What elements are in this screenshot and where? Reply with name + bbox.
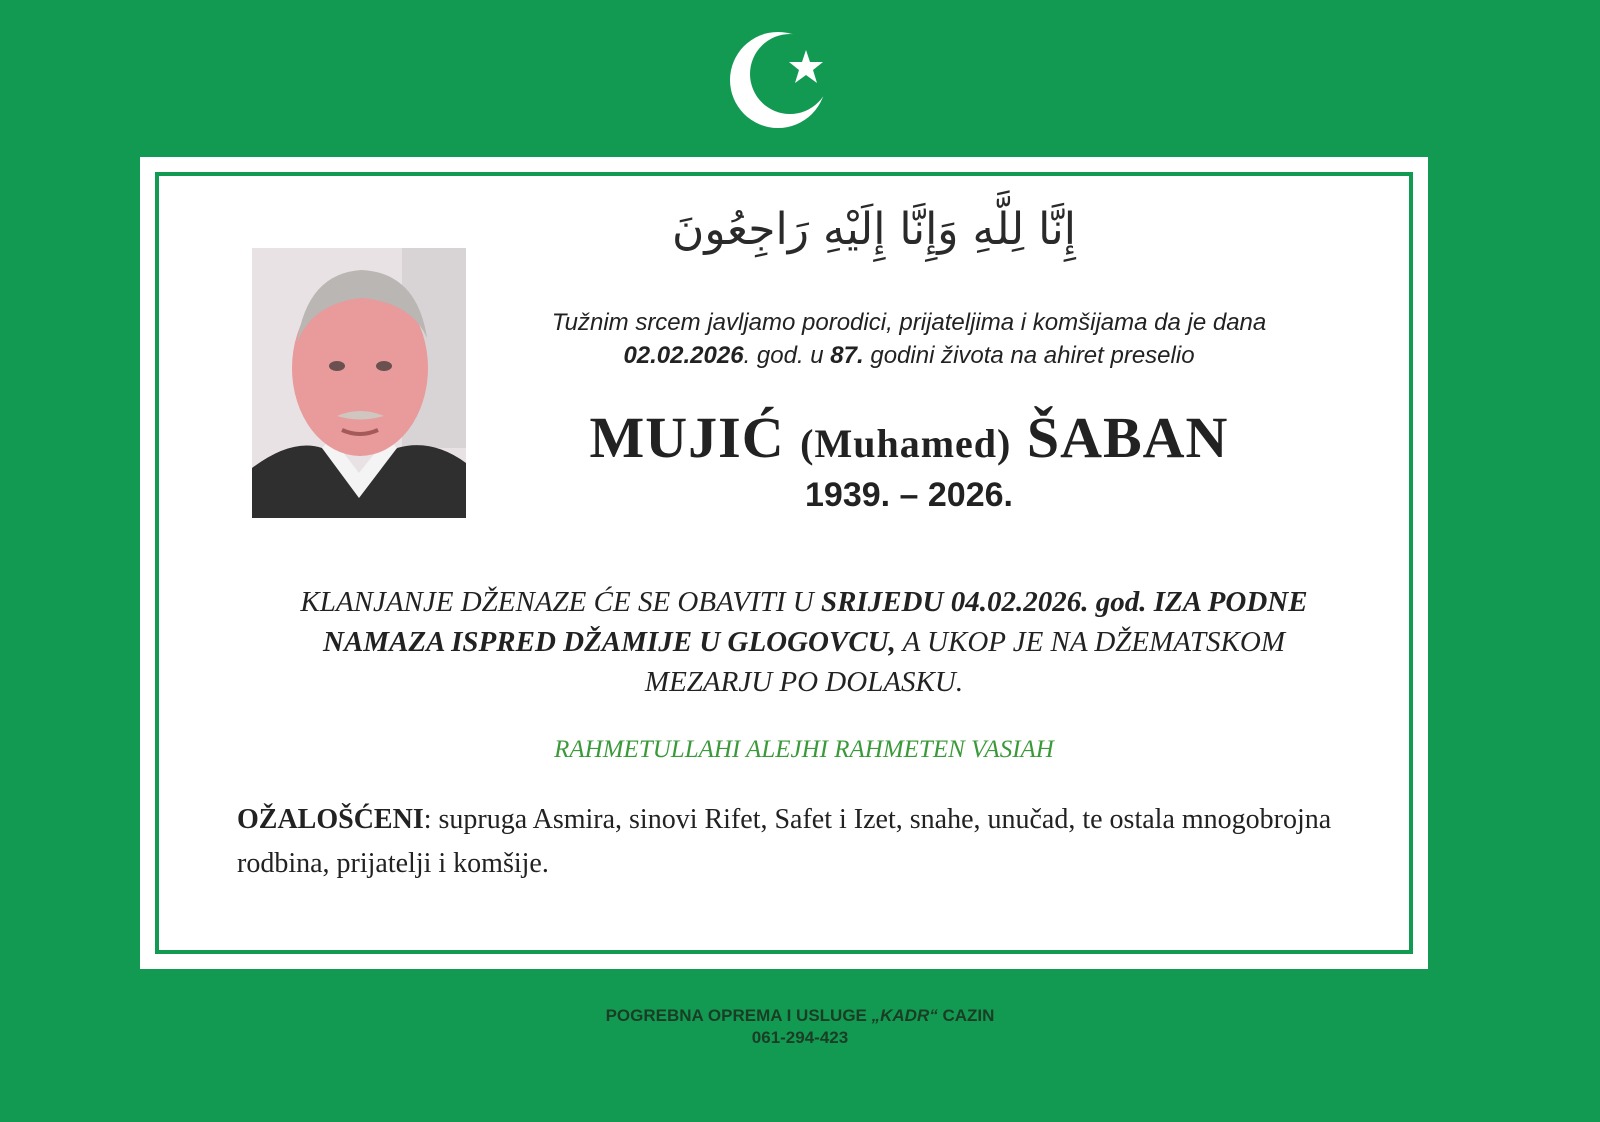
- age-suffix: godini života na ahiret preselio: [863, 342, 1195, 369]
- announcement-text: [479, 306, 1339, 372]
- obituary-card: [140, 157, 1428, 969]
- funeral-home-city: CAZIN: [937, 1006, 995, 1025]
- funeral-text-bold: SRIJEDU 04.02.2026. god. IZA PODNE NAMAZA ISPRED DŽAMIJE U GLOGOVCU,: [323, 586, 1308, 658]
- funeral-home-brand: „KADR“: [871, 1006, 938, 1025]
- surname: MUJIĆ: [589, 405, 785, 470]
- announcement-line2: [479, 339, 1339, 372]
- funeral-home-name: [400, 1005, 1200, 1027]
- deceased-name: [479, 404, 1339, 471]
- mourners-label: OŽALOŠĆENI: [237, 804, 424, 835]
- card-border: [155, 172, 1413, 954]
- date-suffix: . god. u: [743, 342, 831, 369]
- funeral-home-footer: [400, 1005, 1200, 1049]
- father-name: (Muhamed): [800, 421, 1012, 466]
- announcement-line1: Tužnim srcem javljamo porodici, prijateljima i komšijama da je dana: [551, 309, 1267, 336]
- prayer-text: RAHMETULLAHI ALEJHI RAHMETEN VASIAH: [554, 736, 1054, 763]
- funeral-text-2: A UKOP JE NA DŽEMATSKOM MEZARJU PO DOLASKU.: [644, 626, 1285, 698]
- arabic-verse: إِنَّا لِلَّهِ وَإِنَّا إِلَيْهِ رَاجِعُونَ: [672, 204, 1076, 255]
- portrait-photo: [252, 248, 466, 518]
- funeral-text-1: KLANJANJE DŽENAZE ĆE SE OBAVITI U: [300, 586, 821, 618]
- mourners-list: [237, 798, 1367, 886]
- mourners-text: : supruga Asmira, sinovi Rifet, Safet i Izet, snahe, unučad, te ostala mnogobrojna rodbina, prijatelji i komšije.: [237, 804, 1332, 879]
- life-years: 1939. – 2026.: [805, 476, 1013, 514]
- death-date: 02.02.2026: [623, 342, 744, 369]
- funeral-home-phone: 061-294-423: [751, 1028, 849, 1047]
- age: 87.: [830, 342, 864, 369]
- funeral-info: [269, 582, 1339, 702]
- first-name: ŠABAN: [1026, 405, 1229, 470]
- deceased-photo: [252, 248, 466, 518]
- funeral-home-title: POGREBNA OPREMA I USLUGE: [605, 1006, 872, 1025]
- crescent-star-icon: [728, 28, 838, 133]
